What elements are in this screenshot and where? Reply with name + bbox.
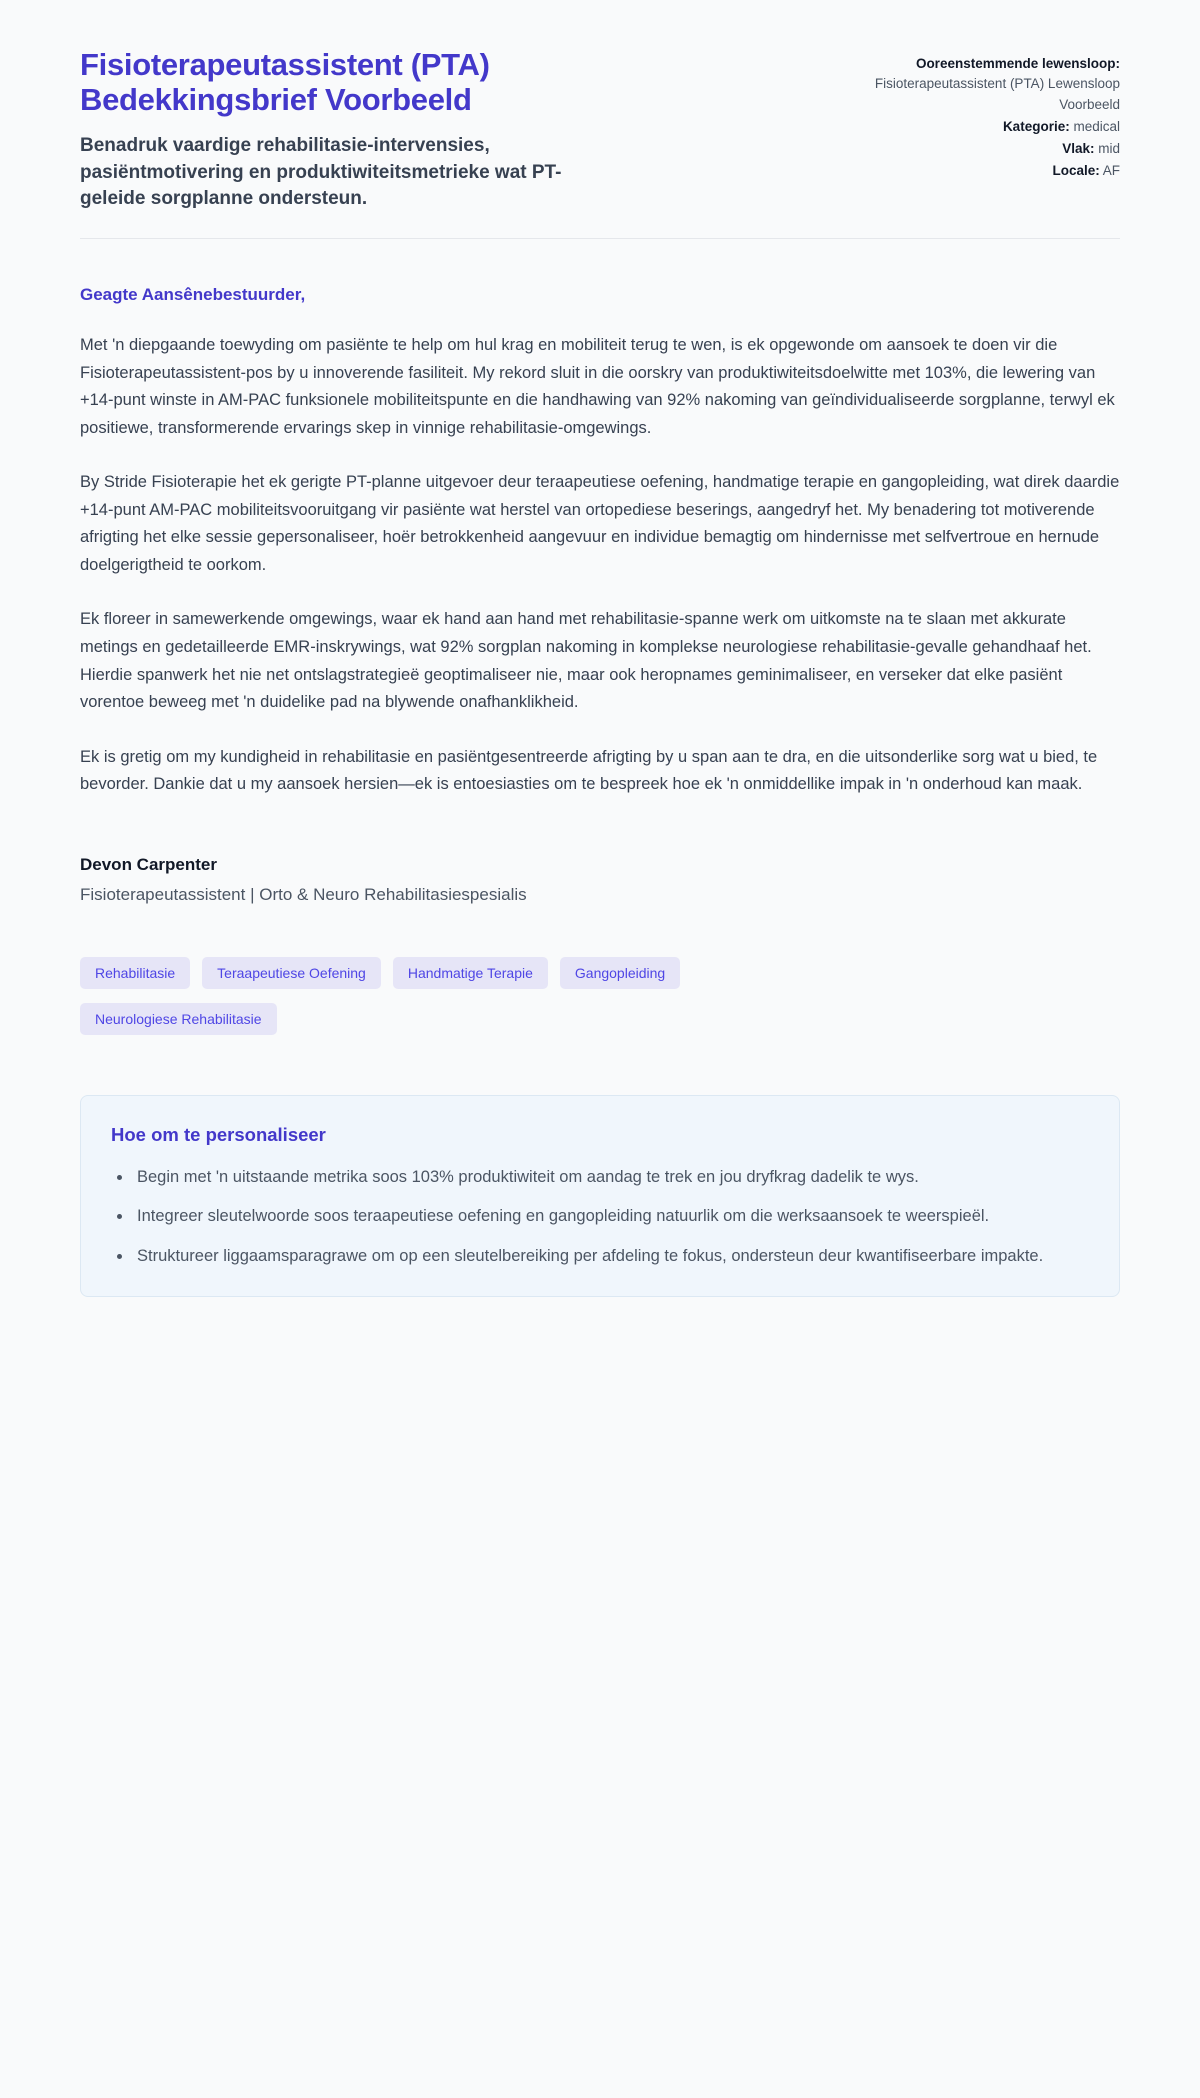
letter-greeting: Geagte Aansênebestuurder,: [80, 285, 306, 305]
meta-category: [870, 117, 1120, 137]
letter-paragraph: By Stride Fisioterapie het ek gerigte PT-planne uitgevoer deur teraapeutiese oefening, handmatige terapie en gangopleiding, wat direk daardie +14-punt AM-PAC mobiliteitsvooruitgang vir pasiënte wat herstel van ortopediese beserings, aangedryf het. My benadering tot motiverende afrigting het elke sessie gepersonaliseer, hoër betrokkenheid aangevuur en individue bemagtig om hindernisse met selfvertroue en hernude doelgerigtheid te oorkom.: [80, 473, 1120, 574]
locale-label: Locale:: [1052, 163, 1100, 179]
matching-resume: [870, 54, 1120, 115]
letter-paragraph: Ek is gretig om my kundigheid in rehabilitasie en pasiëntgesentreerde afrigting by u span aan te dra, en die uitsonderlike sorg wat u bied, te bevorder. Dankie dat u my aansoek hersien—ek is entoesiasties om te bespreek hoe ek 'n onmiddellike impak in 'n onderhoud kan maak.: [80, 747, 1098, 794]
meta-locale: [870, 161, 1120, 181]
header-divider: [80, 238, 1120, 239]
cover-letter-page: [80, 0, 1120, 1357]
signature-name: Devon Carpenter: [80, 854, 217, 874]
tips-title: Hoe om te personaliseer: [111, 1123, 326, 1145]
tip-item: • Struktureer liggaamsparagrawe om op een sleutelbereiking per afdeling te fokus, ondersteun deur kwantifiseerbare impakte.: [133, 1243, 1089, 1270]
tag-list: [80, 957, 780, 1035]
locale-value: AF: [1102, 163, 1120, 179]
signature-title: Fisioterapeutassistent | Orto & Neuro Rehabilitasiespesialis: [80, 884, 527, 904]
tips-panel: [80, 1095, 1120, 1297]
tag-chip: Gangopleiding: [560, 957, 680, 989]
meta-level: [870, 139, 1120, 159]
tag-chip: Teraapeutiese Oefening: [202, 957, 381, 989]
level-value: mid: [1098, 141, 1120, 156]
letter-paragraph: Met 'n diepgaande toewyding om pasiënte te help om hul krag en mobiliteit terug te wen, is ek opgewonde om aansoek te doen vir die Fisioterapeutassistent-pos by u innoverende fasiliteit. My rekord sluit in die oorskry van produktiwiteitsdoelwitte met 103%, die lewering van +14-punt winste in AM-PAC funksionele mobiliteitspunte en die handhawing van 92% nakoming van geïndividualiseerde sorgplanne, terwyl ek positiewe, transformerende ervarings skep in vinnige rehabilitasie-omgewings.: [80, 336, 1115, 437]
header-title-block: [80, 48, 600, 212]
matching-resume-value: Fisioterapeutassistent (PTA) Lewensloop Voorbeeld: [874, 76, 1120, 112]
page-subtitle: Benadruk vaardige rehabilitasie-intervensies, pasiëntmotivering en produktiwiteitsmetrieke wat PT-geleide sorgplanne ondersteun.: [80, 135, 562, 209]
category-value: medical: [1073, 118, 1120, 134]
page-title: Fisioterapeutassistent (PTA) Bedekkingsbrief Voorbeeld: [80, 47, 490, 117]
letter-body: [80, 285, 1120, 799]
letter-paragraph: Ek floreer in samewerkende omgewings, waar ek hand aan hand met rehabilitasie-spanne werk om uitkomste na te slaan met akkurate metings en gedetailleerde EMR-inskrywings, wat 92% sorgplan nakoming in komplekse neurologiese rehabilitasie-gevalle gehandhaaf het. Hierdie spanwerk het nie net ontslagstrategieë geoptimaliseer nie, maar ook heropnames geminimaliseer, en verseker dat elke pasiënt vorentoe beweeg met 'n duidelike pad na blywende onafhanklikheid.: [80, 610, 1092, 712]
header-meta: [870, 48, 1120, 184]
page-header: [80, 48, 1120, 212]
signature-block: [80, 855, 1120, 905]
tag-chip: Handmatige Terapie: [393, 957, 548, 989]
tip-item: • Begin met 'n uitstaande metrika soos 103% produktiwiteit om aandag te trek en jou dryfkrag dadelik te wys.: [133, 1164, 1089, 1191]
tip-item: • Integreer sleutelwoorde soos teraapeutiese oefening en gangopleiding natuurlik om die werksaansoek te weerspieël.: [133, 1203, 1089, 1230]
tag-chip: Neurologiese Rehabilitasie: [80, 1003, 277, 1035]
tag-chip: Rehabilitasie: [80, 957, 190, 989]
category-label: Kategorie:: [1002, 118, 1070, 134]
level-label: Vlak:: [1062, 141, 1095, 156]
tips-list: [111, 1164, 1089, 1270]
matching-resume-label: Ooreenstemmende lewensloop:: [915, 56, 1120, 71]
